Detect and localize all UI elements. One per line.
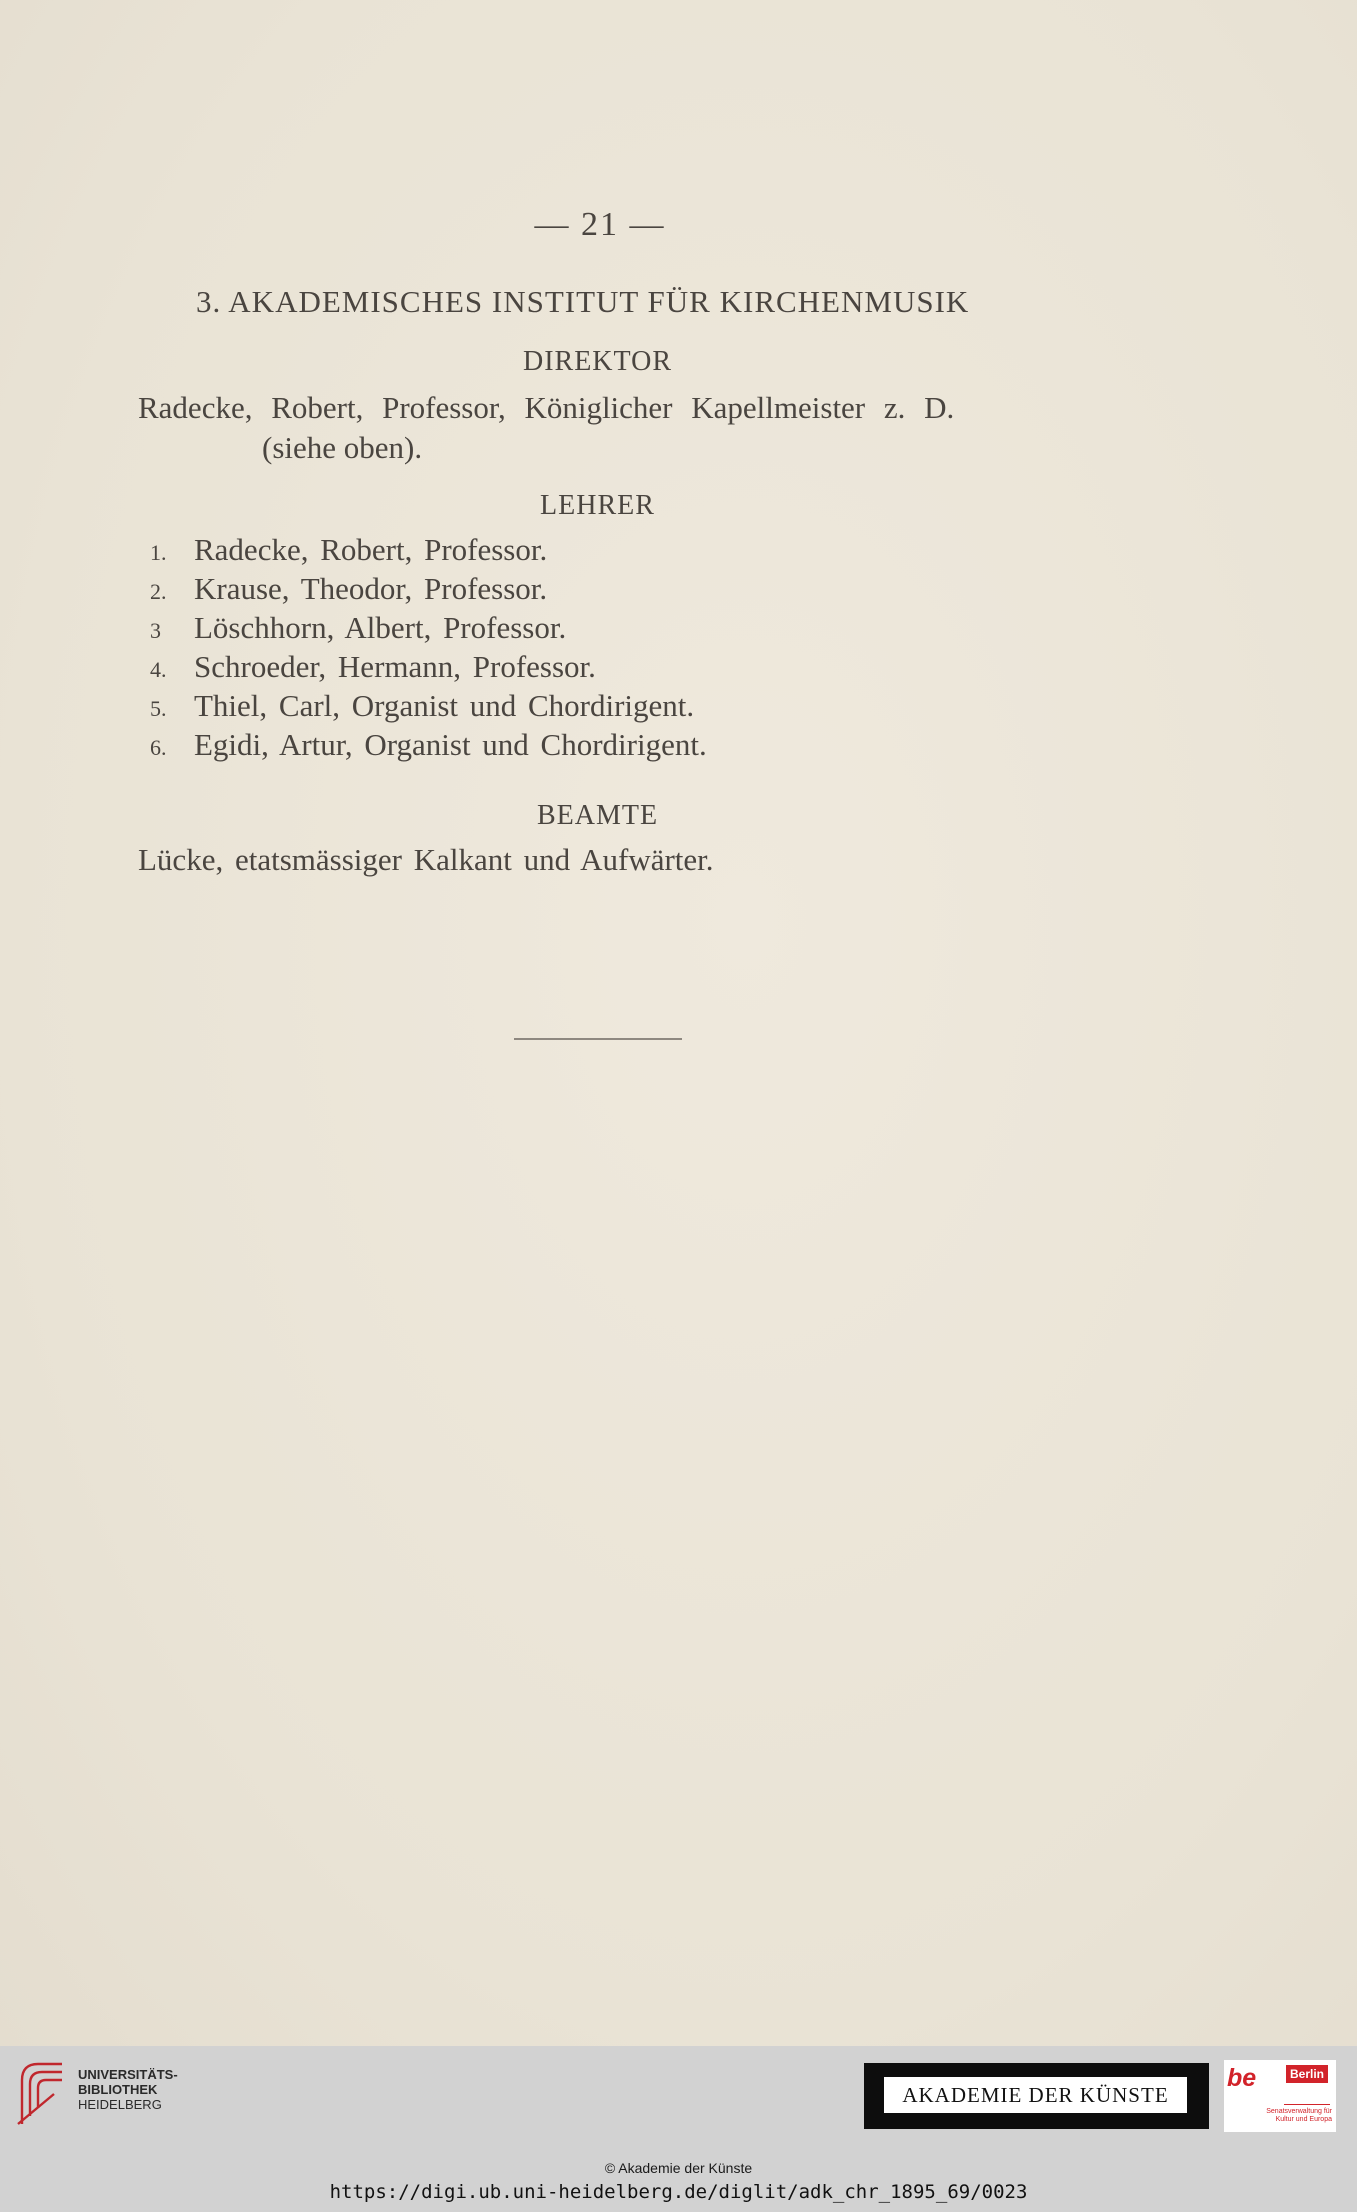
university-library-wordmark[interactable]	[78, 2067, 178, 2112]
copyright-notice: © Akademie der Künste	[604, 2160, 753, 2176]
item-number: 2.	[150, 579, 167, 604]
item-text: Egidi, Artur, Organist und Chordirigent.	[194, 727, 707, 762]
lehrer-list-item	[150, 649, 596, 685]
item-number: 3	[150, 618, 161, 643]
lehrer-heading: LEHRER	[540, 490, 655, 521]
beamte-heading: BEAMTE	[536, 800, 659, 831]
direktor-entry-line1: Radecke, Robert, Professor, Königlicher Kapellmeister z. D.	[138, 390, 955, 425]
lehrer-list-item	[150, 571, 547, 607]
item-number: 6.	[150, 735, 167, 760]
library-line: UNIVERSITÄTS-	[78, 2067, 178, 2082]
lehrer-list-item	[150, 727, 707, 763]
item-number: 5.	[150, 696, 167, 721]
beamte-entry: Lücke, etatsmässiger Kalkant und Aufwärter.	[138, 842, 714, 877]
lehrer-list-item	[150, 688, 694, 724]
item-text: Thiel, Carl, Organist und Chordirigent.	[194, 688, 695, 723]
item-number: 4.	[150, 657, 167, 682]
item-number: 1.	[150, 540, 167, 565]
section-title: 3. AKADEMISCHES INSTITUT FÜR KIRCHENMUSIK	[196, 284, 970, 319]
berlin-subtitle: Senatsverwaltung für Kultur und Europa	[1266, 2108, 1332, 2123]
end-rule-divider	[514, 1038, 682, 1040]
permalink-url[interactable]: https://digi.ub.uni-heidelberg.de/diglit/adk_chr_1895_69/0023	[329, 2181, 1028, 2203]
be-berlin-logo[interactable]	[1224, 2060, 1336, 2132]
lehrer-list-item	[150, 610, 566, 646]
item-text: Schroeder, Hermann, Professor.	[194, 649, 596, 684]
lehrer-list-item	[150, 532, 547, 568]
ub-heidelberg-logo-icon[interactable]	[14, 2054, 66, 2128]
berlin-tag: Berlin	[1286, 2065, 1328, 2083]
item-text: Radecke, Robert, Professor.	[194, 532, 548, 567]
akademie-der-kuenste-logo[interactable]	[864, 2063, 1209, 2129]
library-line: HEIDELBERG	[78, 2097, 162, 2112]
page-number: — 21 —	[534, 206, 666, 243]
direktor-entry-line2: (siehe oben).	[262, 430, 423, 465]
library-line: BIBLIOTHEK	[78, 2082, 158, 2097]
item-text: Löschhorn, Albert, Professor.	[194, 610, 567, 645]
berlin-be-mark: be	[1227, 2064, 1257, 2092]
item-text: Krause, Theodor, Professor.	[194, 571, 548, 606]
academy-logo-label: AKADEMIE DER KÜNSTE	[884, 2077, 1187, 2113]
berlin-divider	[1284, 2104, 1330, 2105]
direktor-heading: DIREKTOR	[522, 346, 673, 377]
